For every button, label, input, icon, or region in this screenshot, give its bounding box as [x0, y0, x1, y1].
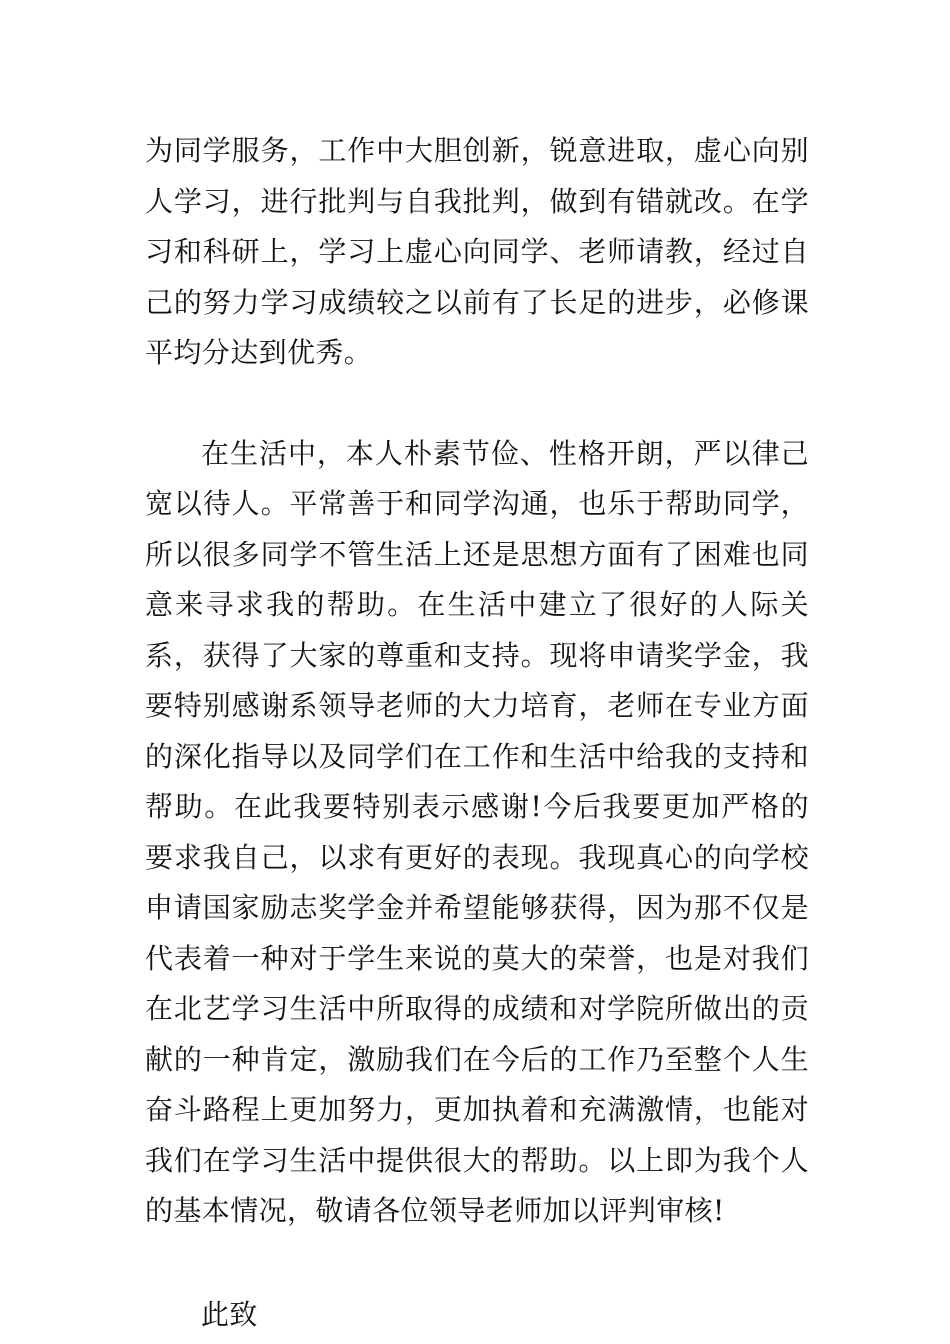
document-page — [145, 126, 809, 1340]
closing-salutation: 此致 — [201, 1297, 258, 1331]
paragraph-study: 为同学服务，工作中大胆创新，锐意进取，虚心向别人学习，进行批判与自我批判，做到有错就改。在学习和科研上，学习上虚心向同学、老师请教，经过自己的努力学习成绩较之以前有了长足的进步，必修课平均分达到优秀。 — [145, 134, 809, 369]
paragraph-life: 在生活中，本人朴素节俭、性格开朗，严以律己宽以待人。平常善于和同学沟通，也乐于帮助同学，所以很多同学不管生活上还是思想方面有了困难也同意来寻求我的帮助。在生活中建立了很好的人际关系，获得了大家的尊重和支持。现将申请奖学金，我要特别感谢系领导老师的大力培育，老师在专业方面的深化指导以及同学们在工作和生活中给我的支持和帮助。在此我要特别表示感谢!今后我要更加严格的要求我自己，以求有更好的表现。我现真心的向学校申请国家励志奖学金并希望能够获得，因为那不仅是代表着一种对于学生来说的莫大的荣誉，也是对我们在北艺学习生活中所取得的成绩和对学院所做出的贡献的一种肯定，激励我们在今后的工作乃至整个人生奋斗路程上更加努力，更加执着和充满激情，也能对我们在学习生活中提供很大的帮助。以上即为我个人的基本情况，敬请各位领导老师加以评判审核! — [145, 436, 809, 1227]
